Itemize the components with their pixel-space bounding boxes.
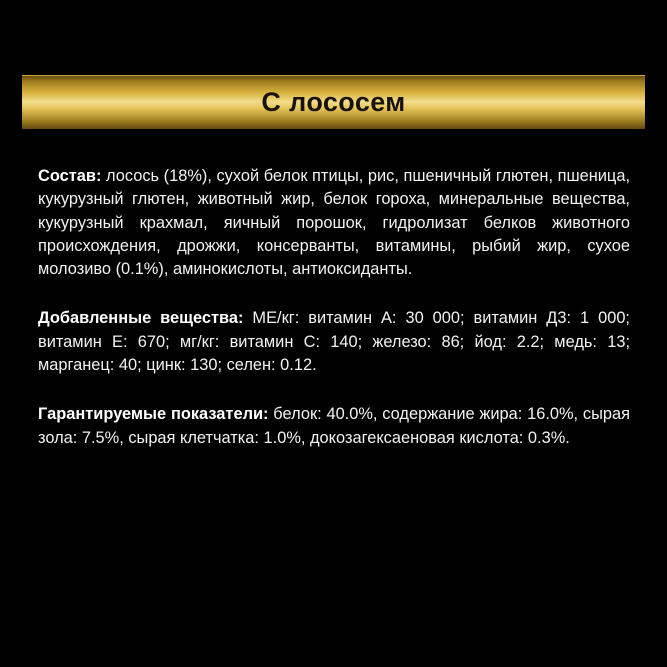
analytical-constituents-paragraph	[38, 403, 630, 450]
flavor-title: С лососем	[261, 86, 406, 117]
additives-heading: Добавленные вещества:	[38, 309, 244, 328]
flavor-banner	[22, 75, 645, 129]
nutrition-content	[38, 165, 630, 450]
additives-text: МЕ/кг: витамин А: 30 000; витамин Д3: 1 000; витамин Е: 670; мг/кг: витамин С: 140; железо: 86; йод: 2.2; медь: 13; марганец: 40; цинк: 130; селен: 0.12.	[38, 309, 630, 375]
ingredients-heading: Состав:	[38, 167, 102, 185]
analytical-constituents-heading: Гарантируемые показатели:	[38, 405, 269, 424]
ingredients-paragraph	[38, 165, 630, 281]
analytical-constituents-text: белок: 40.0%, содержание жира: 16.0%, сырая зола: 7.5%, сырая клетчатка: 1.0%, докозагексаеновая кислота: 0.3%.	[38, 405, 630, 447]
additives-paragraph	[38, 307, 630, 377]
ingredients-text: лосось (18%), сухой белок птицы, рис, пшеничный глютен, пшеница, кукурузный глютен, животный жир, белок гороха, минеральные вещества, кукурузный крахмал, яичный порошок, гидролизат белков животного происхождения, дрожжи, консерванты, витамины, рыбий жир, сухое молозиво (0.1%), аминокислоты, антиоксиданты.	[38, 167, 630, 279]
